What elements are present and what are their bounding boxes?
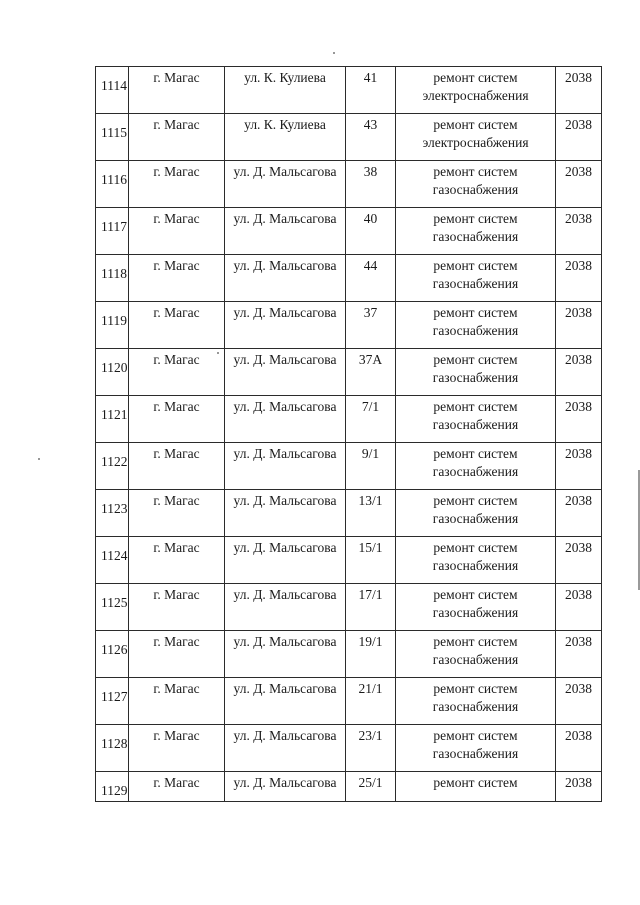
street-cell: ул. Д. Мальсагова [225,443,346,490]
house-number-cell: 23/1 [346,725,396,772]
city-cell: г. Магас [129,396,225,443]
table-row [96,396,602,443]
year-cell: 2038 [556,725,602,772]
house-number-cell: 25/1 [346,772,396,802]
year-cell: 2038 [556,631,602,678]
house-number-cell: 41 [346,67,396,114]
street-cell: ул. Д. Мальсагова [225,208,346,255]
house-number-cell: 7/1 [346,396,396,443]
city-cell: г. Магас [129,114,225,161]
street-cell: ул. Д. Мальсагова [225,584,346,631]
work-type-cell: ремонт систем газоснабжения [396,537,556,584]
street-cell: ул. Д. Мальсагова [225,349,346,396]
street-cell: ул. Д. Мальсагова [225,725,346,772]
table-row [96,772,602,802]
street-cell: ул. Д. Мальсагова [225,302,346,349]
table-row [96,537,602,584]
row-number: 1116 [96,161,129,208]
work-type-cell: ремонт систем газоснабжения [396,584,556,631]
city-cell: г. Магас [129,67,225,114]
street-cell: ул. К. Кулиева [225,114,346,161]
street-cell: ул. Д. Мальсагова [225,631,346,678]
city-cell: г. Магас [129,772,225,802]
street-cell: ул. Д. Мальсагова [225,396,346,443]
work-type-cell: ремонт систем газоснабжения [396,208,556,255]
row-number: 1122 [96,443,129,490]
house-number-cell: 37 [346,302,396,349]
year-cell: 2038 [556,584,602,631]
table-row [96,490,602,537]
year-cell: 2038 [556,67,602,114]
house-number-cell: 38 [346,161,396,208]
work-type-cell: ремонт систем газоснабжения [396,349,556,396]
house-number-cell: 44 [346,255,396,302]
city-cell: г. Магас [129,443,225,490]
year-cell: 2038 [556,490,602,537]
row-number: 1127 [96,678,129,725]
year-cell: 2038 [556,255,602,302]
city-cell: г. Магас [129,161,225,208]
house-number-cell: 9/1 [346,443,396,490]
work-type-cell: ремонт систем газоснабжения [396,396,556,443]
work-type-cell: ремонт систем газоснабжения [396,302,556,349]
street-cell: ул. К. Кулиева [225,67,346,114]
year-cell: 2038 [556,443,602,490]
row-number: 1120 [96,349,129,396]
work-type-cell: ремонт систем газоснабжения [396,678,556,725]
work-type-cell: ремонт систем газоснабжения [396,725,556,772]
row-number: 1114 [96,67,129,114]
row-number: 1117 [96,208,129,255]
row-number: 1118 [96,255,129,302]
house-number-cell: 17/1 [346,584,396,631]
city-cell: г. Магас [129,255,225,302]
scan-speck [333,52,335,54]
table-row [96,443,602,490]
city-cell: г. Магас [129,208,225,255]
row-number: 1129 [96,772,129,802]
year-cell: 2038 [556,114,602,161]
work-type-cell: ремонт систем газоснабжения [396,161,556,208]
house-number-cell: 19/1 [346,631,396,678]
housing-repair-table [95,66,602,802]
year-cell: 2038 [556,302,602,349]
table-body [96,67,602,802]
table-row [96,161,602,208]
row-number: 1119 [96,302,129,349]
street-cell: ул. Д. Мальсагова [225,490,346,537]
city-cell: г. Магас [129,302,225,349]
table-row [96,255,602,302]
work-type-cell: ремонт систем газоснабжения [396,255,556,302]
street-cell: ул. Д. Мальсагова [225,255,346,302]
table-row [96,349,602,396]
table-row [96,725,602,772]
row-number: 1121 [96,396,129,443]
year-cell: 2038 [556,772,602,802]
table-row [96,302,602,349]
year-cell: 2038 [556,208,602,255]
table-row [96,631,602,678]
house-number-cell: 43 [346,114,396,161]
table-row [96,114,602,161]
work-type-cell: ремонт систем газоснабжения [396,443,556,490]
year-cell: 2038 [556,678,602,725]
house-number-cell: 37А [346,349,396,396]
row-number: 1126 [96,631,129,678]
city-cell: г. Магас [129,584,225,631]
table-row [96,67,602,114]
street-cell: ул. Д. Мальсагова [225,772,346,802]
street-cell: ул. Д. Мальсагова [225,678,346,725]
house-number-cell: 21/1 [346,678,396,725]
year-cell: 2038 [556,537,602,584]
city-cell: г. Магас [129,537,225,584]
house-number-cell: 40 [346,208,396,255]
row-number: 1123 [96,490,129,537]
row-number: 1125 [96,584,129,631]
row-number: 1124 [96,537,129,584]
work-type-cell: ремонт систем газоснабжения [396,631,556,678]
street-cell: ул. Д. Мальсагова [225,161,346,208]
year-cell: 2038 [556,349,602,396]
work-type-cell: ремонт систем электроснабжения [396,114,556,161]
work-type-cell: ремонт систем [396,772,556,802]
work-type-cell: ремонт систем газоснабжения [396,490,556,537]
street-cell: ул. Д. Мальсагова [225,537,346,584]
house-number-cell: 13/1 [346,490,396,537]
work-type-cell: ремонт систем электроснабжения [396,67,556,114]
city-cell: г. Магас [129,631,225,678]
year-cell: 2038 [556,161,602,208]
table-row [96,678,602,725]
city-cell: г. Магас [129,349,225,396]
table-row [96,584,602,631]
table-row [96,208,602,255]
city-cell: г. Магас [129,678,225,725]
scan-speck [38,458,40,460]
row-number: 1115 [96,114,129,161]
city-cell: г. Магас [129,725,225,772]
year-cell: 2038 [556,396,602,443]
house-number-cell: 15/1 [346,537,396,584]
city-cell: г. Магас [129,490,225,537]
row-number: 1128 [96,725,129,772]
